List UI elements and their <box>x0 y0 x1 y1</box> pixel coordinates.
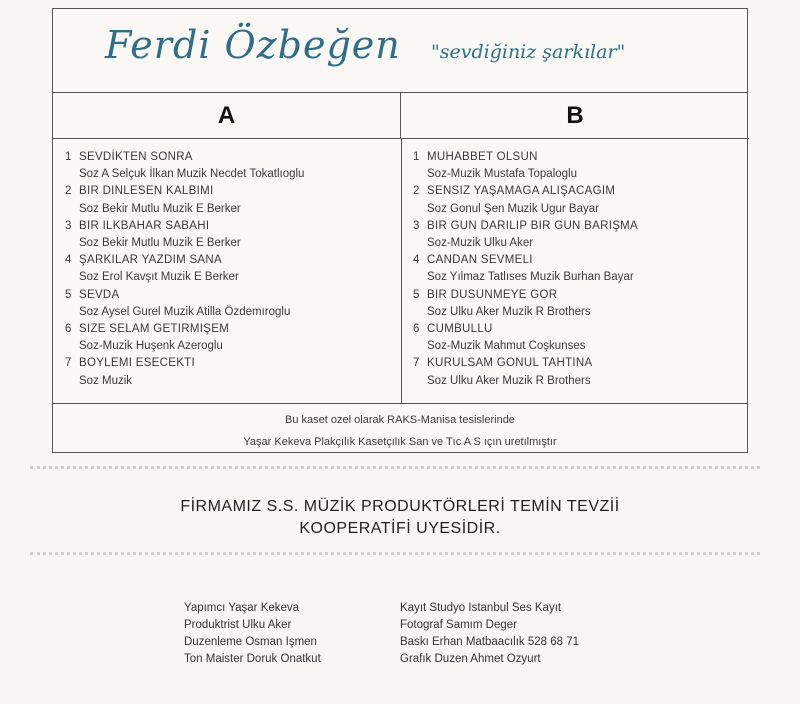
artist-name: Ferdi Özbeğen <box>105 23 401 67</box>
track-credit: Soz Gonul Şen Muzik Ugur Bayar <box>427 202 599 215</box>
track-item <box>413 218 753 252</box>
track-number: 6 <box>413 323 420 336</box>
cooperative-line1: FİRMAMIZ S.S. MÜZİK PRODUKTÖRLERİ TEMİN TEVZİİ <box>180 498 620 515</box>
track-credit: Soz Bekir Mutlu Muzik E Berker <box>79 202 241 215</box>
album-subtitle: "sevdiğiniz şarkılar" <box>431 41 626 63</box>
track-credit: Soz Erol Kavşıt Muzik E Berker <box>79 271 239 284</box>
production-credits-left <box>184 600 321 668</box>
track-title: SENSIZ YAŞAMAGA ALIŞACAGIM <box>427 185 616 198</box>
header <box>53 9 747 93</box>
credit-line: Duzenleme Osman Işmen <box>184 636 317 648</box>
track-title: KURULSAM GONUL TAHTINA <box>427 357 593 370</box>
manufacture-note-line1: Bu kaset ozel olarak RAKS-Manisa tesislerinde <box>285 414 515 426</box>
track-number: 4 <box>65 254 72 267</box>
track-number: 3 <box>65 219 72 232</box>
track-title: CUMBULLU <box>427 323 493 336</box>
track-number: 7 <box>65 357 72 370</box>
track-number: 5 <box>413 288 420 301</box>
track-number: 3 <box>413 219 420 232</box>
track-title: CANDAN SEVMELI <box>427 254 533 267</box>
track-number: 2 <box>65 185 72 198</box>
track-item <box>65 149 405 183</box>
side-a-tracklist <box>65 149 405 390</box>
track-title: SIZE SELAM GETIRMIŞEM <box>79 323 230 336</box>
production-credits-right <box>400 600 579 668</box>
track-title: ŞARKILAR YAZDIM SANA <box>79 254 222 267</box>
side-a-heading: A <box>53 93 401 139</box>
credit-line: Produktrist Ulku Aker <box>184 619 292 631</box>
track-item <box>413 355 753 389</box>
track-title: BIR ILKBAHAR SABAHI <box>79 219 210 232</box>
perforation-line-bottom <box>30 552 760 555</box>
track-item <box>413 252 753 286</box>
manufacture-note-line2: Yaşar Kekeva Plakçılık Kasetçılık San ve Tıc A S ıçın uretılmıştır <box>243 436 557 448</box>
track-credit: Soz Bekir Mutlu Muzik E Berker <box>79 237 241 250</box>
track-item <box>65 218 405 252</box>
perforation-line-top <box>30 466 760 469</box>
track-item <box>65 287 405 321</box>
credit-line: Grafık Duzen Ahmet Ozyurt <box>400 653 541 665</box>
track-number: 4 <box>413 254 420 267</box>
track-credit: Soz-Muzik Ulku Aker <box>427 237 534 250</box>
track-item <box>65 321 405 355</box>
track-item <box>65 252 405 286</box>
track-credit: Soz Aysel Gurel Muzik Atilla Özdemıroglu <box>79 305 291 318</box>
track-credit: Soz-Muzik Huşenk Azeroglu <box>79 340 223 353</box>
track-number: 2 <box>413 185 420 198</box>
track-title: BOYLEMI ESECEKTI <box>79 357 195 370</box>
side-b-tracklist <box>413 149 753 390</box>
track-item <box>413 183 753 217</box>
footer-divider <box>53 403 747 404</box>
credit-line: Ton Maister Doruk Onatkut <box>184 653 321 665</box>
track-item <box>413 149 753 183</box>
tracklist-frame <box>52 8 748 453</box>
track-credit: Soz Ulku Aker Muzik R Brothers <box>427 305 591 318</box>
track-number: 5 <box>65 288 72 301</box>
track-title: BIR GUN DARILIP BIR GUN BARIŞMA <box>427 219 639 232</box>
track-title: BIR DUSUNMEYE GOR <box>427 288 558 301</box>
track-credit: Soz-Muzik Mahmut Coşkunses <box>427 340 586 353</box>
credit-line: Kayıt Studyo Istanbul Ses Kayıt <box>400 602 562 614</box>
track-title: BIR DINLESEN KALBIMI <box>79 185 214 198</box>
track-item <box>65 355 405 389</box>
track-credit: Soz Ulku Aker Muzik R Brothers <box>427 374 591 387</box>
credit-line: Yapımcı Yaşar Kekeva <box>184 602 300 614</box>
credit-line: Baskı Erhan Matbaacılık 528 68 71 <box>400 636 579 648</box>
cooperative-line2: KOOPERATİFİ UYESİDİR. <box>299 520 501 537</box>
track-number: 1 <box>413 151 420 163</box>
track-credit: Soz-Muzik Mustafa Topaloglu <box>427 168 577 181</box>
track-title: SEVDİKTEN SONRA <box>79 151 193 163</box>
credit-line: Fotograf Samım Deger <box>400 619 517 631</box>
track-credit: Soz A Selçuk İlkan Muzik Necdet Tokatlıoglu <box>79 168 305 181</box>
track-title: MUHABBET OLSUN <box>427 151 538 163</box>
track-number: 1 <box>65 151 72 163</box>
track-credit: Soz Muzik <box>79 374 133 387</box>
track-item <box>413 321 753 355</box>
track-number: 7 <box>413 357 420 370</box>
track-item <box>65 183 405 217</box>
track-credit: Soz Yılmaz Tatlıses Muzik Burhan Bayar <box>427 271 634 284</box>
track-title: SEVDA <box>79 288 120 301</box>
track-number: 6 <box>65 323 72 336</box>
track-item <box>413 287 753 321</box>
side-b-heading: B <box>401 93 749 139</box>
